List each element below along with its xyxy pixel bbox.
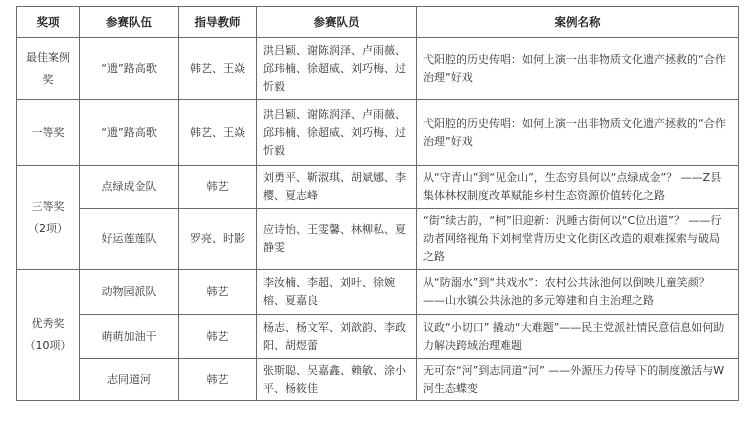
team-cell: 萌萌加油干: [80, 315, 179, 359]
team-cell: 动物园派队: [80, 270, 179, 315]
award-cell: 一等奖: [17, 100, 80, 166]
members-cell: 杨志、杨文军、刘歆韵、李政阳、胡煜蕾: [257, 315, 417, 359]
team-cell: 点绿成金队: [80, 166, 179, 209]
case-cell: 议政“小切口” 撬动“大难题”——民主党派社情民意信息如何助力解决跨域治理难题: [417, 315, 739, 359]
award-name: 三等奖: [31, 199, 65, 213]
award-cell: 最佳案例奖: [17, 38, 80, 100]
table-row: [17, 209, 739, 270]
award-cell-excellent: [17, 270, 80, 401]
header-award: 奖项: [17, 7, 80, 38]
teacher-cell: 韩艺: [179, 315, 257, 359]
members-cell: 洪吕颖、谢陈润泽、卢雨薇、邱玮楠、徐超威、刘巧梅、过忻毅: [257, 38, 417, 100]
award-cell-third: [17, 166, 80, 270]
team-cell: “遗”路高歌: [80, 38, 179, 100]
header-case: 案例名称: [417, 7, 739, 38]
members-cell: 李汝楠、李超、刘叶、徐婉榕、夏嘉良: [257, 270, 417, 315]
award-count: （10项）: [24, 339, 72, 352]
awards-table: [16, 6, 739, 401]
team-cell: “遗”路高歌: [80, 100, 179, 166]
teacher-cell: 韩艺、王焱: [179, 100, 257, 166]
header-members: 参赛队员: [257, 7, 417, 38]
team-cell: 好运莲莲队: [80, 209, 179, 270]
table-row: [17, 166, 739, 209]
case-cell: 无可奈“河”到志同道“河” ——外源压力传导下的制度激活与W河生态蝶变: [417, 359, 739, 401]
table-row: [17, 270, 739, 315]
header-row: [17, 7, 739, 38]
teacher-cell: 韩艺、王焱: [179, 38, 257, 100]
table-row: [17, 38, 739, 100]
teacher-cell: 罗亮、时影: [179, 209, 257, 270]
members-cell: 张斯聪、吴嘉鑫、赖敏、涂小平、杨筱佳: [257, 359, 417, 401]
members-cell: 洪吕颖、谢陈润泽、卢雨薇、邱玮楠、徐超威、刘巧梅、过忻毅: [257, 100, 417, 166]
header-teacher: 指导教师: [179, 7, 257, 38]
case-cell: 弋阳腔的历史传唱：如何上演一出非物质文化遗产拯救的“合作治理”好戏: [417, 38, 739, 100]
case-cell: 从“守青山”到“见金山”，生态穷县何以“点绿成金”？ ——Z县集体林权制度改革赋能乡村生态资源价值转化之路: [417, 166, 739, 209]
case-cell: “街”续古韵，“柯”旧迎新：汎睡古街何以“C位出道”？ ——行动者网络视角下刘柯堂背历史文化街区改造的艰难探索与破局之路: [417, 209, 739, 270]
case-cell: 从“防溺水”到“共戏水”：农村公共泳池何以倒映儿童笑颜？ ——山水镇公共泳池的多元筹建和自主治理之路: [417, 270, 739, 315]
teacher-cell: 韩艺: [179, 270, 257, 315]
teacher-cell: 韩艺: [179, 166, 257, 209]
team-cell: 志同道河: [80, 359, 179, 401]
members-cell: 刘勇平、靳淑琪、胡斌娜、李樱、夏志峰: [257, 166, 417, 209]
table-row: [17, 100, 739, 166]
table-row: [17, 359, 739, 401]
award-name: 优秀奖: [31, 317, 65, 330]
case-cell: 弋阳腔的历史传唱：如何上演一出非物质文化遗产拯救的“合作治理”好戏: [417, 100, 739, 166]
table-row: [17, 315, 739, 359]
header-team: 参赛队伍: [80, 7, 179, 38]
members-cell: 应诗怡、王雯馨、林柳私、夏静雯: [257, 209, 417, 270]
teacher-cell: 韩艺: [179, 359, 257, 401]
award-count: （2项）: [28, 221, 68, 235]
